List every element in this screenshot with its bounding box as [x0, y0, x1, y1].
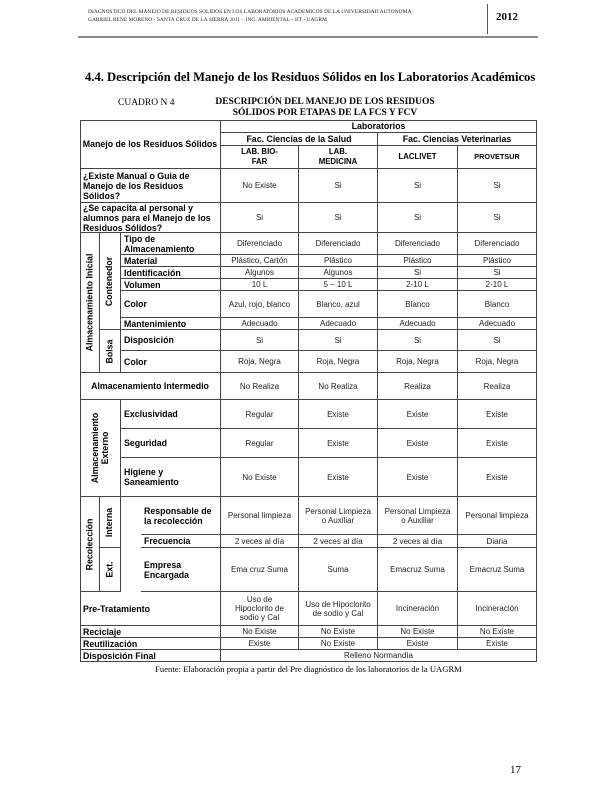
group-bolsa: Bolsa — [100, 330, 121, 373]
cell-intermedio: Realiza — [458, 373, 537, 400]
cell-seguridad: Regular — [221, 429, 299, 458]
row-label-volumen: Volumen — [121, 279, 221, 291]
group-contenedor: Contenedor — [100, 233, 121, 330]
row-label-disposicion: Disposición — [121, 330, 221, 351]
row-label-reciclaje: Reciclaje — [80, 626, 221, 638]
cell-mantenimiento: Adecuado — [299, 318, 378, 330]
cell-tipo: Diferenciado — [378, 233, 458, 255]
cell-color-cont: Blanco, azul — [299, 291, 378, 318]
cell-volumen: 5 – 10 L — [299, 279, 378, 291]
row-label-disposicion-final: Disposición Final — [80, 650, 221, 662]
cell-reciclaje: No Existe — [299, 626, 378, 638]
cell-color-bolsa: Roja, Negra — [299, 351, 378, 373]
row-label-color-bolsa: Color — [121, 351, 221, 373]
cell-reciclaje: No Existe — [378, 626, 458, 638]
row-label-material: Material — [121, 255, 221, 267]
cell-material: Plástico, Cartón — [221, 255, 299, 267]
cell-color-bolsa: Roja, Negra — [378, 351, 458, 373]
row-label-reutilizacion: Reutilización — [80, 638, 221, 650]
group-interna: Interna — [100, 497, 121, 548]
cell-reciclaje: No Existe — [458, 626, 537, 638]
cell-identificacion: Si — [378, 267, 458, 279]
cell-volumen: 10 L — [221, 279, 299, 291]
cell-higiene: Existe — [458, 458, 537, 497]
row-label-exclusividad: Exclusividad — [121, 400, 221, 429]
cell-disposicion: Si — [378, 330, 458, 351]
cell-exclusividad: Regular — [221, 400, 299, 429]
cell-pretratamiento: Incineración — [378, 592, 458, 626]
source-note: Fuente: Elaboración propia a partir del Pre diagnóstico de los laboratorios de la UAGRM — [155, 664, 462, 674]
row-label-intermedio: Almacenamiento Intermedio — [80, 373, 221, 400]
cell-capacita: Si — [221, 203, 299, 233]
cell-frecuencia: 2 veces al día — [221, 535, 299, 548]
cell-reutilizacion: No Existe — [299, 638, 378, 650]
cell-exclusividad: Existe — [299, 400, 378, 429]
cell-exclusividad: Existe — [378, 400, 458, 429]
cell-frecuencia: 2 veces al día — [299, 535, 378, 548]
cell-color-bolsa: Roja, Negra — [221, 351, 299, 373]
cell-identificacion: Algunos — [221, 267, 299, 279]
cell-intermedio: Realiza — [378, 373, 458, 400]
cell-intermedio: No Realiza — [299, 373, 378, 400]
cell-pretratamiento: Incineración — [458, 592, 537, 626]
header-line-2: GABRIEL RENE MORENO - SANTA CRUZ DE LA SIERRA 2011 – ING. AMBIENTAL – IIT - UAGRM — [88, 17, 327, 23]
cell-reutilizacion: Existe — [458, 638, 537, 650]
cell-volumen: 2-10 L — [458, 279, 537, 291]
row-label-empresa: Empresa Encargada — [141, 548, 221, 592]
header-rule — [78, 36, 538, 38]
fac-salud-header: Fac. Ciencias de la Salud — [221, 133, 378, 146]
cell-mantenimiento: Adecuado — [221, 318, 299, 330]
cell-identificacion: Algunos — [299, 267, 378, 279]
lab-header-medicina: LAB. MEDICINA — [299, 146, 378, 169]
cell-reciclaje: No Existe — [221, 626, 299, 638]
row-label-mantenimiento: Mantenimiento — [121, 318, 221, 330]
row-label-seguridad: Seguridad — [121, 429, 221, 458]
cell-color-cont: Azul, rojo, blanco — [221, 291, 299, 318]
cell-tipo: Diferenciado — [221, 233, 299, 255]
cell-material: Plástico — [458, 255, 537, 267]
row-label-responsable: Responsable de la recolección — [141, 497, 221, 535]
cell-manual: Si — [378, 169, 458, 203]
cell-material: Plástico — [378, 255, 458, 267]
cell-seguridad: Existe — [378, 429, 458, 458]
row-label-frecuencia: Frecuencia — [141, 535, 221, 548]
cell-disposicion: Si — [221, 330, 299, 351]
cell-higiene: Existe — [378, 458, 458, 497]
cell-exclusividad: Existe — [458, 400, 537, 429]
cell-disposicion-final: Relleno Normandía — [221, 650, 537, 662]
cell-responsable: Personal Limpieza o Auxiliar — [378, 497, 458, 535]
cell-volumen: 2-10 L — [378, 279, 458, 291]
cell-empresa: Emacruz Suma — [378, 548, 458, 592]
row-label-higiene: Higiene y Saneamiento — [121, 458, 221, 497]
lab-header-laclivet: LACLIVET — [378, 146, 458, 169]
cell-tipo: Diferenciado — [299, 233, 378, 255]
laboratorios-header: Laboratorios — [221, 120, 537, 133]
cell-manual: Si — [299, 169, 378, 203]
section-title: 4.4. Descripción del Manejo de los Residuos Sólidos en los Laboratorios Académicos — [85, 70, 536, 84]
group-alm-inicial: Almacenamiento Inicial — [80, 233, 100, 373]
header-divider — [487, 4, 488, 34]
cell-pretratamiento: Uso de Hipoclorito de sodio y Cal — [299, 592, 378, 626]
management-table — [80, 120, 537, 662]
cell-seguridad: Existe — [458, 429, 537, 458]
cell-color-cont: Blanco — [458, 291, 537, 318]
cell-disposicion: Si — [458, 330, 537, 351]
row-label-manual: ¿Existe Manual o Guia de Manejo de los Residuos Sólidos? — [80, 169, 221, 203]
cell-capacita: Si — [299, 203, 378, 233]
cuadro-number: CUADRO N 4 — [118, 98, 175, 108]
row-label-capacita: ¿Se capacita al personal y alumnos para el Manejo de los Residuos Sólidos? — [80, 203, 221, 233]
cell-capacita: Si — [378, 203, 458, 233]
header-year: 2012 — [496, 11, 518, 23]
cell-empresa: Ema cruz Suma — [221, 548, 299, 592]
cell-mantenimiento: Adecuado — [458, 318, 537, 330]
cell-frecuencia: 2 veces al día — [378, 535, 458, 548]
cell-seguridad: Existe — [299, 429, 378, 458]
cell-mantenimiento: Adecuado — [378, 318, 458, 330]
cell-responsable: Personal Limpieza o Auxiliar — [299, 497, 378, 535]
group-recoleccion: Recolección — [80, 497, 100, 592]
row-label-pretratamiento: Pre-Tratamiento — [80, 592, 221, 626]
corner-header: Manejo de los Residuos Sólidos — [80, 120, 221, 169]
cell-higiene: Existe — [299, 458, 378, 497]
row-label-tipo: Tipo de Almacenamiento — [121, 233, 221, 255]
group-alm-externo: Almacenamiento Externo — [80, 400, 121, 497]
cell-responsable: Personal limpieza — [458, 497, 537, 535]
cell-color-cont: Blanco — [378, 291, 458, 318]
running-header — [88, 8, 488, 24]
cell-capacita: Si — [458, 203, 537, 233]
header-line-1: DIAGNOSTICO DEL MANEJO DE RESIDUOS SOLIDOS EN LOS LABORATORIOS ACADEMICOS DE LA UNIVERSIDAD AUTONOMA — [88, 9, 412, 15]
cell-higiene: No Existe — [221, 458, 299, 497]
fac-vet-header: Fac. Ciencias Veterinarias — [378, 133, 537, 146]
group-ext: Ext. — [100, 548, 121, 592]
lab-header-biofar: LAB. BIO-FAR — [221, 146, 299, 169]
page-number: 17 — [510, 764, 521, 776]
cell-empresa: Suma — [299, 548, 378, 592]
lab-header-provetsur: PROVETSUR — [458, 146, 537, 169]
cell-reutilizacion: Existe — [378, 638, 458, 650]
cell-disposicion: Si — [299, 330, 378, 351]
cell-identificacion: Si — [458, 267, 537, 279]
cell-intermedio: No Realiza — [221, 373, 299, 400]
cell-responsable: Personal limpieza — [221, 497, 299, 535]
cell-material: Plástico — [299, 255, 378, 267]
cuadro-title: DESCRIPCIÓN DEL MANEJO DE LOS RESIDUOS SÓLIDOS POR ETAPAS DE LA FCS Y FCV — [215, 97, 435, 118]
row-label-identificacion: Identificación — [121, 267, 221, 279]
cell-manual: No Existe — [221, 169, 299, 203]
cell-empresa: Emacruz Suma — [458, 548, 537, 592]
row-label-color-cont: Color — [121, 291, 221, 318]
cell-reutilizacion: Existe — [221, 638, 299, 650]
cell-manual: Si — [458, 169, 537, 203]
cell-tipo: Diferenciado — [458, 233, 537, 255]
cell-color-bolsa: Roja, Negra — [458, 351, 537, 373]
cell-pretratamiento: Uso de Hipoclorito de sodio y Cal — [221, 592, 299, 626]
cell-frecuencia: Diaria — [458, 535, 537, 548]
